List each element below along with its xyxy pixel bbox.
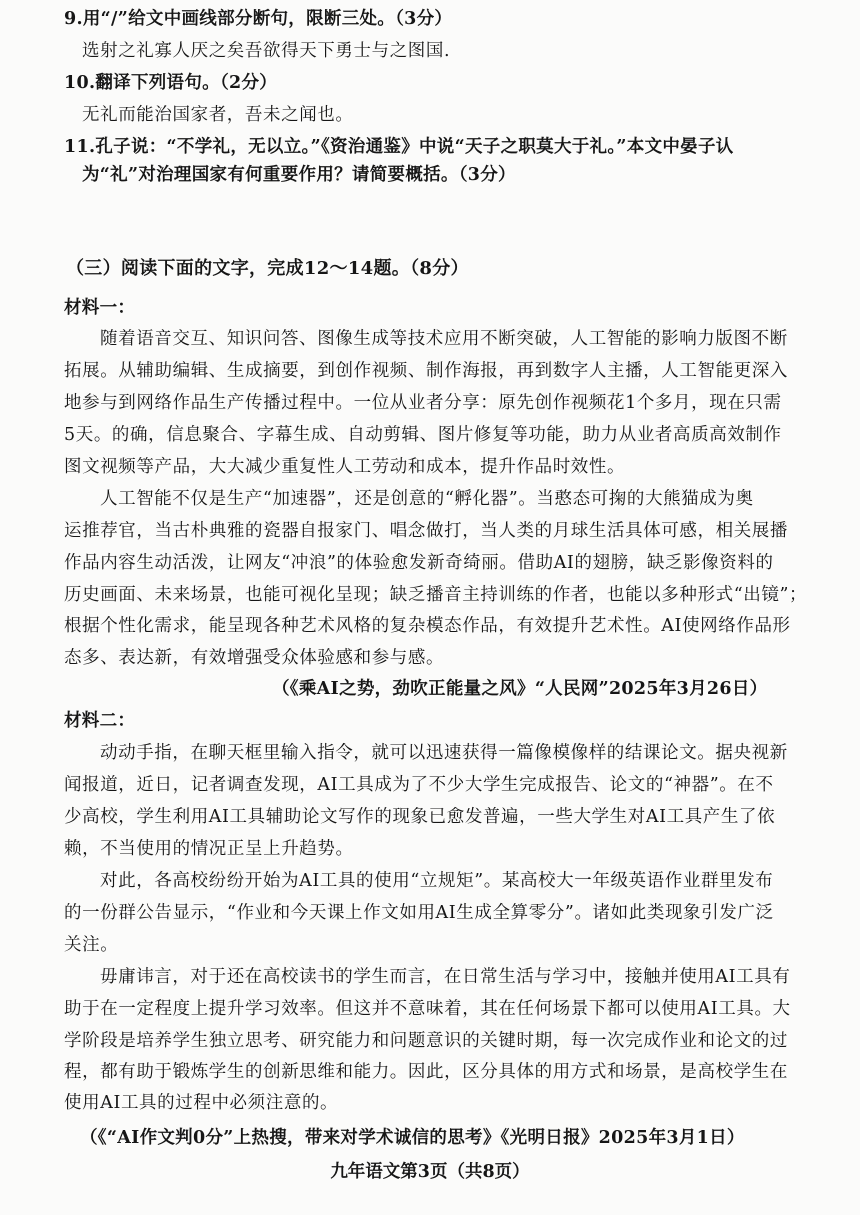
- question-text: 孔子说：“不学礼，无以立。”《资治通鉴》中说“天子之职莫大于礼。”本文中晏子认: [95, 137, 734, 157]
- question-number: 11.: [64, 137, 96, 157]
- question-11: [64, 134, 734, 160]
- material-1-line: 图文视频等产品，大大减少重复性人工劳动和成本，提升作品时效性。: [64, 457, 626, 477]
- material-2-line: 助于在一定程度上提升学习效率。但这并不意味着，其在任何场景下都可以使用AI工具。大: [64, 999, 791, 1019]
- material-1-line: 历史画面、未来场景，也能可视化呈现；缺乏播音主持训练的作者，也能以多种形式“出镜”；: [64, 585, 808, 605]
- question-10-passage: 无礼而能治国家者，吾未之闻也。: [82, 105, 354, 125]
- material-1-line: 随着语音交互、知识问答、图像生成等技术应用不断突破，人工智能的影响力版图不断: [100, 329, 788, 349]
- material-2-line: 学阶段是培养学生独立思考、研究能力和问题意识的关键时期，每一次完成作业和论文的过: [64, 1031, 788, 1051]
- material-2-line: 的一份群公告显示，“作业和今天课上作文如用AI生成全算零分”。诸如此类现象引发广泛: [64, 903, 774, 923]
- material-1-line: 人工智能不仅是生产“加速器”，还是创意的“孵化器”。当憨态可掬的大熊猫成为奥: [100, 489, 754, 509]
- question-9-passage: 选射之礼寡人厌之矣吾欲得天下勇士与之图国.: [82, 41, 451, 61]
- material-2-line: 关注。: [64, 935, 119, 955]
- section-3-title: （三）阅读下面的文字，完成12～14题。（8分）: [66, 258, 469, 279]
- material-2-line: 少高校，学生利用AI工具辅助论文写作的现象已愈发普遍，一些大学生对AI工具产生了依: [64, 807, 776, 827]
- material-1-line: 5天。的确，信息聚合、字幕生成、自动剪辑、图片修复等功能，助力从业者高质高效制作: [64, 425, 782, 445]
- material-2-line: 闻报道，近日，记者调查发现，AI工具成为了不少大学生完成报告、论文的“神器”。在不: [64, 775, 774, 795]
- page-footer: 九年语文第3页（共8页）: [330, 1162, 530, 1182]
- question-11-continued: 为“礼”对治理国家有何重要作用？请简要概括。（3分）: [82, 165, 516, 185]
- material-2-line: 程，都有助于锻炼学生的创新思维和能力。因此，区分具体的用方式和场景，是高校学生在: [64, 1062, 788, 1082]
- question-10: [64, 70, 277, 96]
- question-text: 翻译下列语句。（2分）: [95, 73, 278, 93]
- material-1-line: 地参与到网络作品生产传播过程中。一位从业者分享：原先创作视频花1个多月，现在只需: [64, 393, 782, 413]
- material-2-source: （《“AI作文判0分”上热搜，带来对学术诚信的思考》《光明日报》2025年3月1日）: [80, 1128, 745, 1148]
- material-1-line: 作品内容生动活泼，让网友“冲浪”的体验愈发新奇绮丽。借助AI的翅膀，缺乏影像资料的: [64, 553, 774, 573]
- material-2-label: 材料二：: [64, 711, 136, 731]
- material-1-source: （《乘AI之势，劲吹正能量之风》“人民网”2025年3月26日）: [272, 679, 768, 699]
- question-number: 10.: [64, 73, 96, 93]
- question-number: 9.: [64, 9, 83, 29]
- material-1-line: 拓展。从辅助编辑、生成摘要，到创作视频、制作海报，再到数字人主播，人工智能更深入: [64, 361, 788, 381]
- material-1-line: 根据个性化需求，能呈现各种艺术风格的复杂模态作品，有效提升艺术性。AI使网络作品形: [64, 616, 791, 636]
- material-2-line: 使用AI工具的过程中必须注意的。: [64, 1093, 339, 1113]
- material-1-label: 材料一：: [64, 298, 136, 318]
- material-2-line: 对此，各高校纷纷开始为AI工具的使用“立规矩”。某高校大一年级英语作业群里发布: [100, 871, 774, 891]
- material-1-line: 运推荐官，当古朴典雅的瓷器自报家门、唱念做打，当人类的月球生活具体可感，相关展播: [64, 521, 788, 541]
- material-1-line: 态多、表达新，有效增强受众体验感和参与感。: [64, 648, 445, 668]
- material-2-line: 赖，不当使用的情况正呈上升趋势。: [64, 839, 354, 859]
- question-9: [64, 6, 452, 32]
- material-2-line: 动动手指，在聊天框里输入指令，就可以迅速获得一篇像模像样的结课论文。据央视新: [100, 743, 788, 763]
- question-text: 用“/”给文中画线部分断句，限断三处。（3分）: [82, 9, 453, 29]
- material-2-line: 毋庸讳言，对于还在高校读书的学生而言，在日常生活与学习中，接触并使用AI工具有: [100, 967, 791, 987]
